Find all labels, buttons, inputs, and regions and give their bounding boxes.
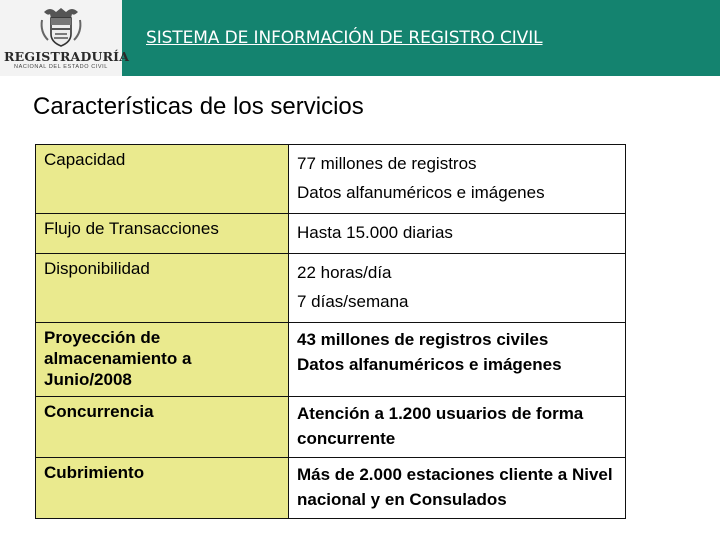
feature-label: Concurrencia [44,402,154,421]
features-table [35,144,626,519]
registraduria-logo [0,0,130,76]
table-row [36,458,626,519]
feature-value-cell [289,458,626,519]
feature-label-cell [36,397,289,458]
feature-value: Más de 2.000 estaciones cliente a Nivel nacional y en Consulados [297,465,613,509]
feature-value-cell [289,145,626,214]
header-bar [0,0,720,76]
feature-value: Atención a 1.200 usuarios de forma concurrente [297,404,584,448]
feature-label-cell [36,145,289,214]
feature-label-cell [36,214,289,254]
table-row [36,254,626,323]
feature-label-cell [36,323,289,397]
feature-label: Flujo de Transacciones [44,219,219,238]
page-title: Características de los servicios [33,93,364,120]
table-row [36,145,626,214]
feature-label-cell [36,458,289,519]
table-row [36,323,626,397]
feature-value: 7 días/semana [297,292,409,311]
feature-label: Proyección de almacenamiento a Junio/2008 [44,328,192,389]
coat-of-arms-icon [38,4,84,48]
feature-value-cell [289,214,626,254]
feature-value: 22 horas/día [297,263,392,282]
feature-value-cell [289,254,626,323]
feature-label: Cubrimiento [44,463,145,482]
feature-label: Capacidad [44,150,126,169]
feature-value: 43 millones de registros civiles [297,330,549,349]
table-row [36,214,626,254]
feature-value-cell [289,323,626,397]
logo-subtitle: NACIONAL DEL ESTADO CIVIL [14,64,108,70]
features-table-body [36,145,626,519]
feature-value: Hasta 15.000 diarias [297,223,453,242]
feature-value: 77 millones de registros [297,154,477,173]
feature-value: Datos alfanuméricos e imágenes [297,183,545,202]
table-row [36,397,626,458]
feature-value-cell [289,397,626,458]
feature-label-cell [36,254,289,323]
logo-name: REGISTRADURÍA [4,49,130,64]
system-title: SISTEMA DE INFORMACIÓN DE REGISTRO CIVIL [146,28,543,48]
feature-label: Disponibilidad [44,259,150,278]
feature-value: Datos alfanuméricos e imágenes [297,355,562,374]
